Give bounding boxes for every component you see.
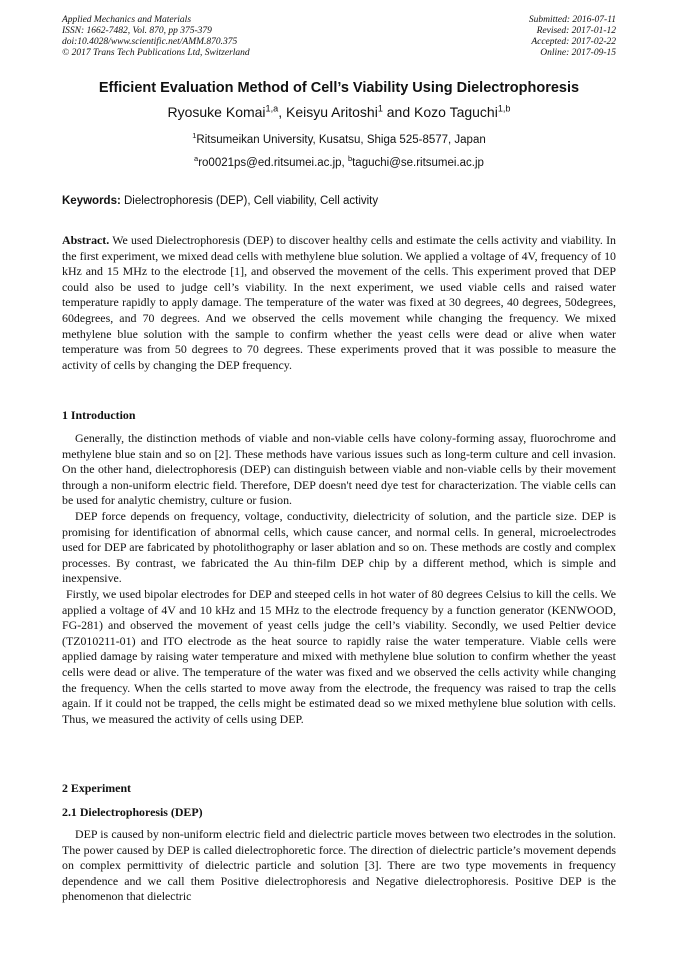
email-link[interactable]: taguchi@se.ritsumei.ac.jp bbox=[352, 157, 484, 169]
author-superscript: 1 bbox=[377, 103, 383, 114]
subsection-heading-dep: 2.1 Dielectrophoresis (DEP) bbox=[62, 805, 203, 819]
keywords-text: Dielectrophoresis (DEP), Cell viability, Cell activity bbox=[120, 195, 379, 207]
abstract-text: We used Dielectrophoresis (DEP) to discover healthy cells and estimate the cells activity and viability. In the first experiment, we mixed dead cells with methylene blue solution. We applied a voltage of 4V, frequency of 10 kHz and 15 MHz to the electrode [1], and observed the movement of the cells. This experiment proved that DEP could also be used to judge cell’s viability. In the next experiment, we used viable cells and raised water temperature rapidly to apply damage. The temperature of the water was fixed at 30 degrees, 40 degrees, 50degrees, 60degrees, and 70 degrees. And we observed the cells movement while changing the frequency. We mixed methylene blue solution with the sample to confirm whether the yeast cells were dead or alive when water temperature was from 50 degrees to 70 degrees. These experiments proved that it was possible to measure the activity of cells by changing the DEP frequency. bbox=[62, 233, 616, 372]
revised-date: Revised: 2017-01-12 bbox=[536, 26, 616, 36]
email-superscript: b bbox=[347, 154, 353, 164]
online-date: Online: 2017-09-15 bbox=[540, 48, 616, 58]
submitted-date: Submitted: 2016-07-11 bbox=[528, 15, 616, 25]
author-emails bbox=[62, 154, 616, 169]
paper-title: Efficient Evaluation Method of Cell’s Viability Using Dielectrophoresis bbox=[98, 80, 580, 96]
issn[interactable]: ISSN: 1662-7482, Vol. 870, pp 375-379 bbox=[62, 26, 212, 36]
header-left bbox=[62, 15, 250, 59]
copyright: © 2017 Trans Tech Publications Ltd, Switzerland bbox=[62, 48, 250, 58]
author-name: Keisyu Aritoshi bbox=[285, 104, 378, 120]
journal-name: Applied Mechanics and Materials bbox=[62, 15, 192, 25]
paragraph: Firstly, we used bipolar electrodes for DEP and steeped cells in hot water of 80 degrees Celsius to kill the cells. We applied a voltage of 4V and 10 kHz and 15 MHz to the electrode frequency by a function generator (KENWOOD, FG-281) and observed the movement of yeast cells judge the cell’s viability. Secondly, we used Peltier device (TZ010211-01) and ITO electrode as the heat source to rapidly raise the water temperature. Viable cells were applied damage by raising water temperature and mixed with methylene blue solution to confirm whether the yeast cells were dead or alive. The temperature of the water was fixed and we observed the cells activity while changing the frequency. When the cells started to move away from the electrode, the frequency was raised to trap the cells again. If it could not be trapped, the cells might be estimated dead so we mixed methylene blue solution with cells. Thus, we measured the activity of cells using DEP. bbox=[62, 586, 616, 726]
keywords bbox=[62, 195, 616, 207]
email-link[interactable]: ro0021ps@ed.ritsumei.ac.jp, bbox=[198, 157, 348, 169]
abstract bbox=[62, 233, 616, 373]
author-separator: , bbox=[278, 104, 286, 120]
header-right bbox=[529, 15, 616, 59]
affiliation-text: Ritsumeikan University, Kusatsu, Shiga 525-8577, Japan bbox=[196, 134, 486, 146]
email-superscript: a bbox=[194, 154, 199, 164]
introduction-section bbox=[62, 431, 616, 727]
section-heading-experiment: 2 Experiment bbox=[62, 781, 132, 795]
author-name: Ryosuke Komai bbox=[167, 104, 266, 120]
abstract-label: Abstract. bbox=[62, 233, 110, 247]
author-superscript: 1,a bbox=[265, 103, 279, 114]
keywords-label: Keywords: bbox=[62, 195, 121, 207]
doi[interactable]: doi:10.4028/www.scientific.net/AMM.870.375 bbox=[62, 37, 238, 47]
paragraph: DEP is caused by non-uniform electric field and dielectric particle moves between two electrodes in the solution. The power caused by DEP is called dielectrophoretic force. The direction of dielectric particle’s movement depends on complex permittivity of dielectric particle and solution [3]. There are two type movements in frequency dependence and we call them Positive dielectrophoresis and Negative dielectrophoresis. Positive DEP is the phenomenon that dielectric bbox=[62, 827, 616, 904]
paragraph: DEP force depends on frequency, voltage, conductivity, dielectricity of solution, and the particle size. DEP is promising for identification of abnormal cells, which cause cancer, and normal cells. In general, microelectrodes used for DEP are fabricated by photolithography or laser ablation and so on. These methods are costly and complex processes. By contrast, we fabricated the Au thin-film DEP chip by a different method, which is simple and inexpensive. bbox=[62, 508, 616, 586]
author-separator: and bbox=[382, 104, 415, 120]
affiliation-superscript: 1 bbox=[192, 131, 197, 141]
author-name: Kozo Taguchi bbox=[414, 104, 498, 120]
dep-section bbox=[62, 827, 616, 905]
affiliation bbox=[62, 131, 616, 146]
paragraph: Generally, the distinction methods of viable and non-viable cells have colony-forming assay, fluorochrome and methylene blue stain and so on [2]. These methods have various issues such as long-term culture and cell invasion. On the other hand, dielectrophoresis (DEP) can distinguish between viable and non-viable cells by their movement through a non-uniform electric field. Therefore, DEP doesn't need dye test for characterization. The viable cells can be used for analytic chemistry, culture or fusion. bbox=[62, 431, 616, 508]
author-list bbox=[62, 104, 616, 120]
accepted-date: Accepted: 2017-02-22 bbox=[531, 37, 616, 47]
section-heading-introduction: 1 Introduction bbox=[62, 408, 136, 422]
author-superscript: 1,b bbox=[497, 103, 511, 114]
